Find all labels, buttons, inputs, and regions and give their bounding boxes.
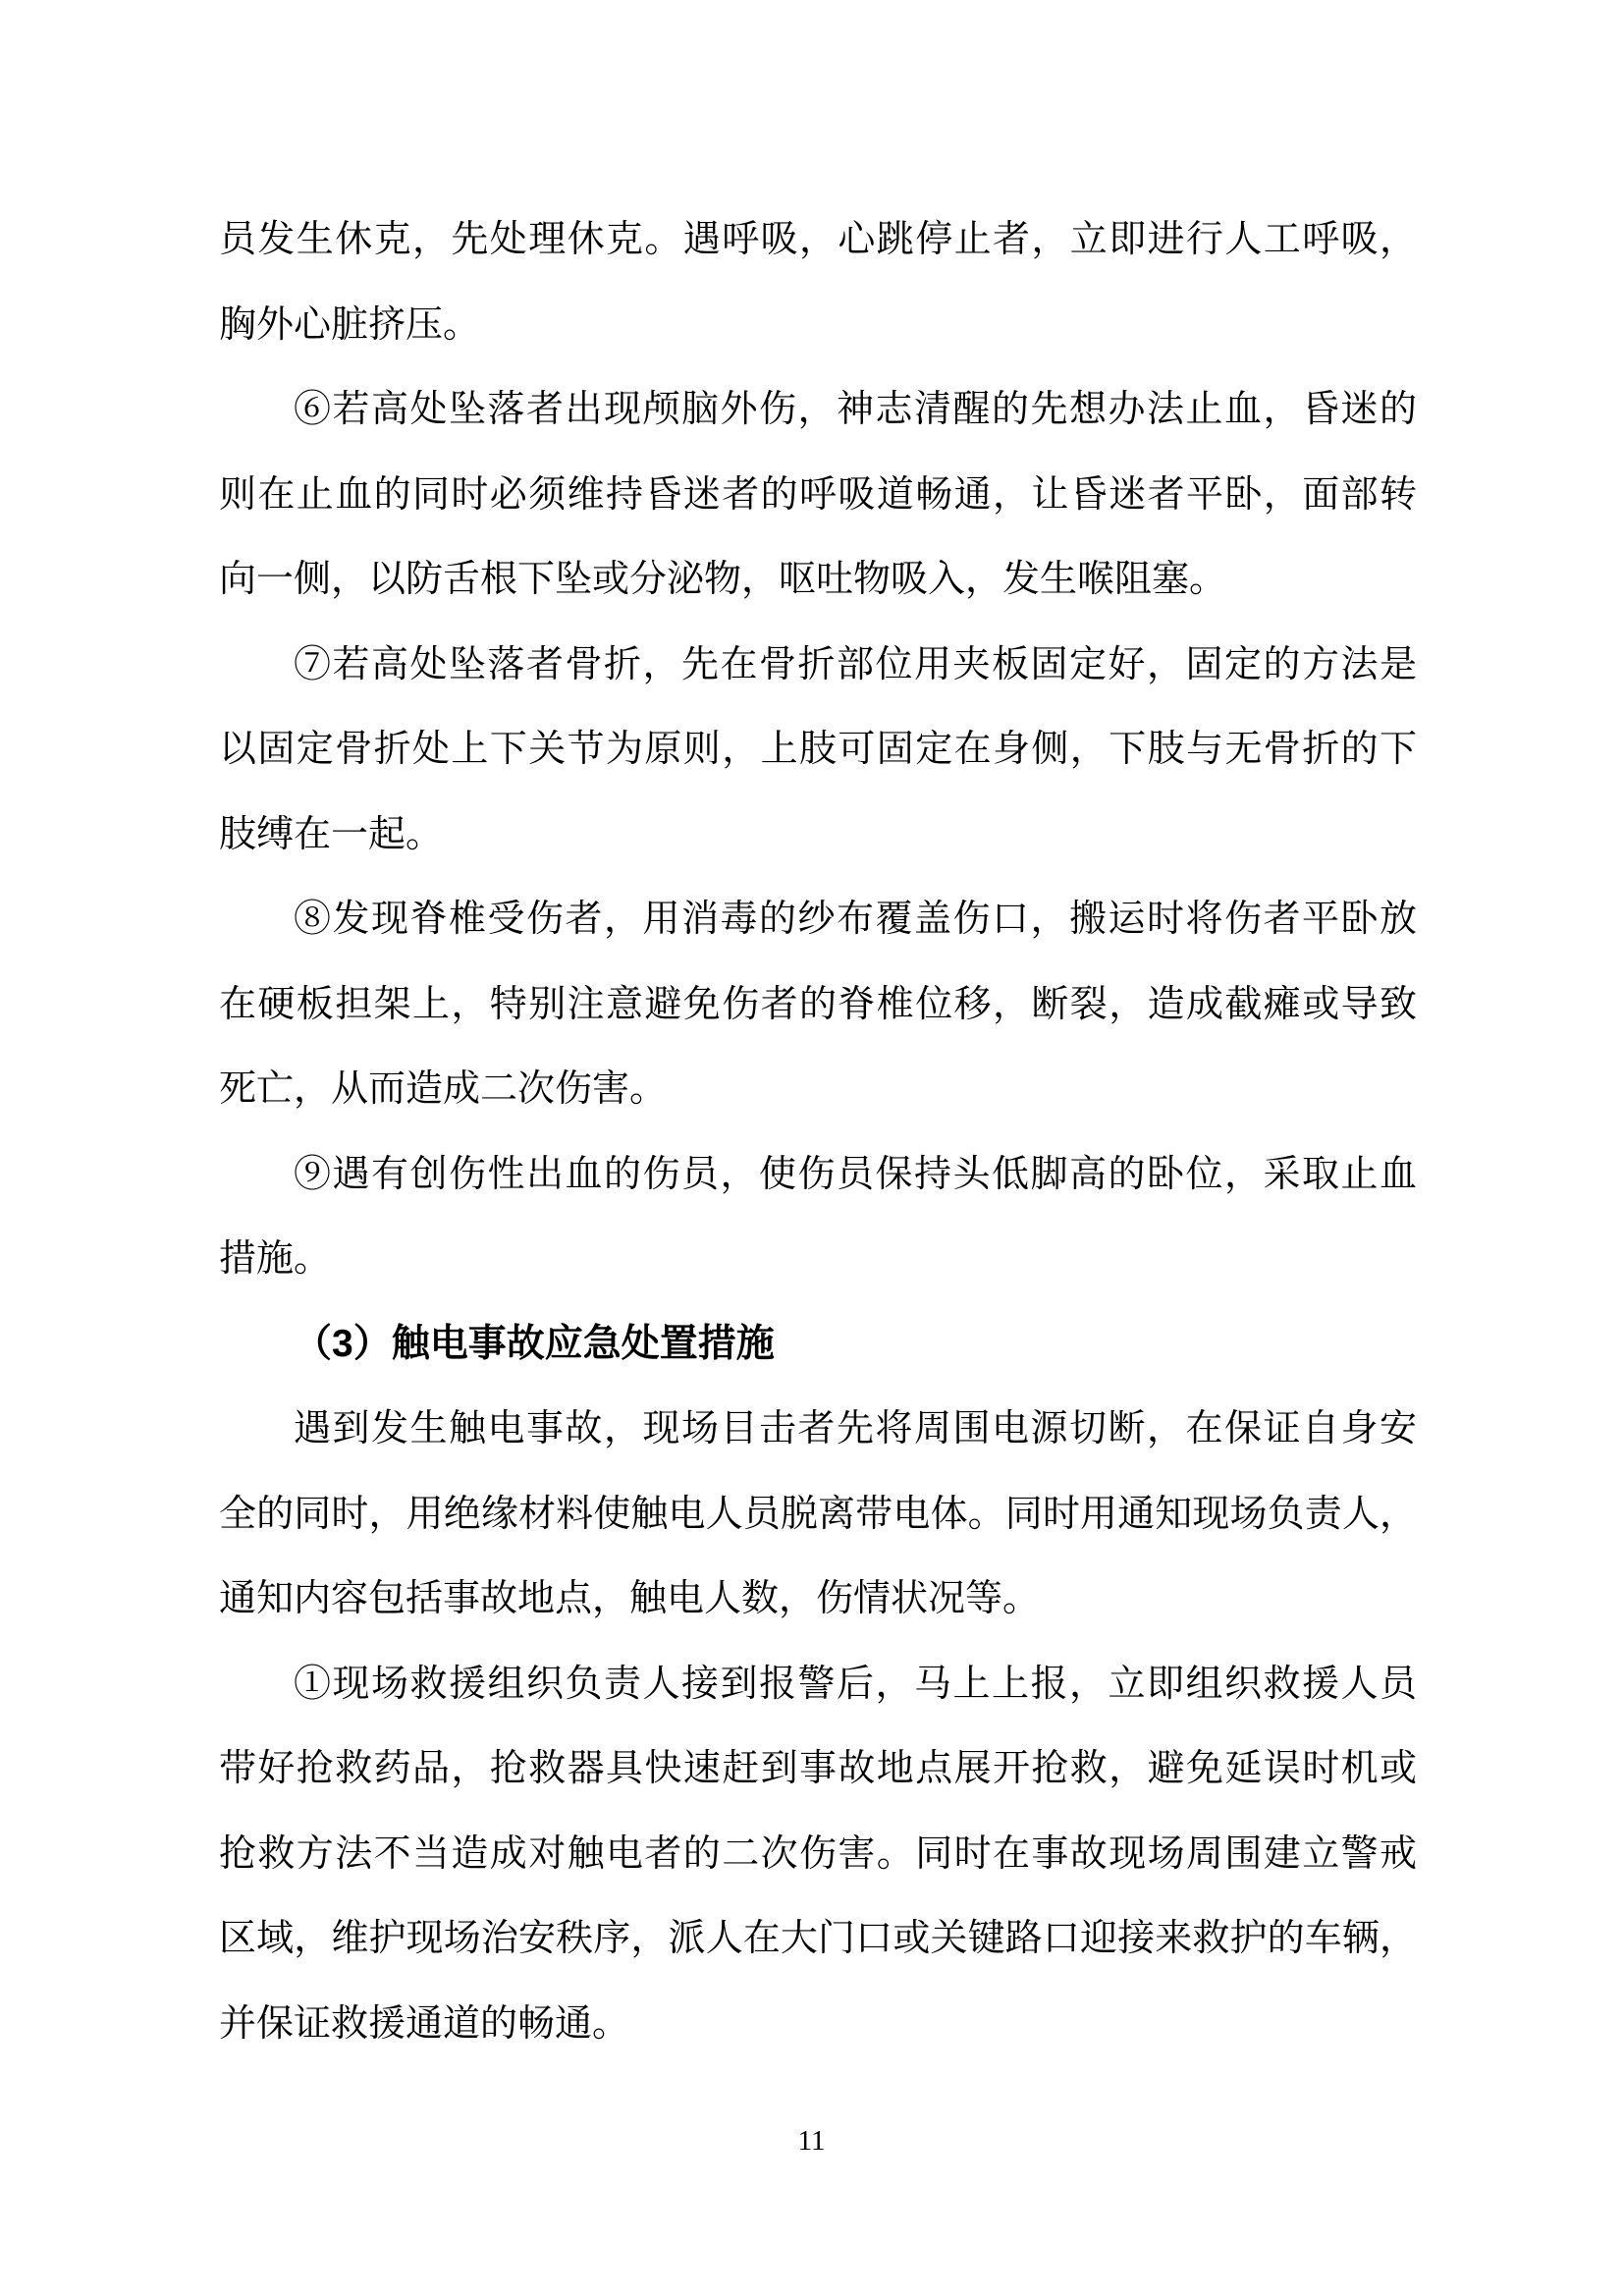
paragraph-shock-treatment <box>219 197 1417 367</box>
section-heading: （3）触电事故应急处置措施 <box>294 1322 775 1365</box>
paragraph-item-9-bleeding <box>219 1132 1417 1302</box>
paragraph-item-7-fracture <box>219 623 1417 878</box>
text-line: ⑥若高处坠落者出现颅脑外伤，神志清醒的先想办法止血，昏迷的 <box>294 389 1417 430</box>
text-line: 则在止血的同时必须维持昏迷者的呼吸道畅通，让昏迷者平卧，面部转 <box>219 473 1417 516</box>
paragraph-electric-shock-intro <box>219 1387 1417 1642</box>
text-line: 带好抢救药品，抢救器具快速赶到事故地点展开抢救，避免延误时机或 <box>219 1748 1417 1789</box>
text-line: ①现场救援组织负责人接到报警后，马上上报，立即组织救援人员 <box>294 1663 1417 1705</box>
text-line: ⑦若高处坠落者骨折，先在骨折部位用夹板固定好，固定的方法是 <box>294 643 1417 685</box>
text-line: ⑨遇有创伤性出血的伤员，使伤员保持头低脚高的卧位，采取止血 <box>294 1153 1417 1195</box>
text-line: 员发生休克，先处理休克。遇呼吸，心跳停止者，立即进行人工呼吸， <box>219 219 1417 260</box>
text-line: 全的同时，用绝缘材料使触电人员脱离带电体。同时用通知现场负责人， <box>219 1493 1417 1535</box>
paragraph-item-8-spine-injury <box>219 877 1417 1132</box>
text-line: 肢缚在一起。 <box>219 813 444 855</box>
text-line: 胸外心脏挤压。 <box>219 303 481 346</box>
text-line: 遇到发生触电事故，现场目击者先将周围电源切断，在保证自身安 <box>294 1408 1417 1449</box>
text-line: 通知内容包括事故地点，触电人数，伤情状况等。 <box>219 1578 1041 1619</box>
text-line: 向一侧，以防舌根下坠或分泌物，呕吐物吸入，发生喉阻塞。 <box>219 559 1227 600</box>
text-line: 死亡，从而造成二次伤害。 <box>219 1068 668 1110</box>
text-line: 并保证救援通道的畅通。 <box>219 2002 630 2045</box>
page-number: 11 <box>797 2125 826 2157</box>
paragraph-item-6-head-injury <box>219 367 1417 623</box>
text-line: 抢救方法不当造成对触电者的二次伤害。同时在事故现场周围建立警戒 <box>219 1832 1417 1875</box>
section-heading-electric-shock <box>219 1302 1417 1388</box>
paragraph-item-1-rescue-organization <box>219 1642 1417 2067</box>
text-line: 在硬板担架上，特别注意避免伤者的脊椎位移，断裂，造成截瘫或导致 <box>219 983 1417 1025</box>
text-line: 以固定骨折处上下关节为原则，上肢可固定在身侧，下肢与无骨折的下 <box>219 729 1417 770</box>
text-line: ⑧发现脊椎受伤者，用消毒的纱布覆盖伤口，搬运时将伤者平卧放 <box>294 899 1417 940</box>
text-line: 区域，维护现场治安秩序，派人在大门口或关键路口迎接来救护的车辆， <box>219 1918 1417 1959</box>
text-block <box>219 197 1417 2066</box>
text-line: 措施。 <box>219 1238 332 1280</box>
